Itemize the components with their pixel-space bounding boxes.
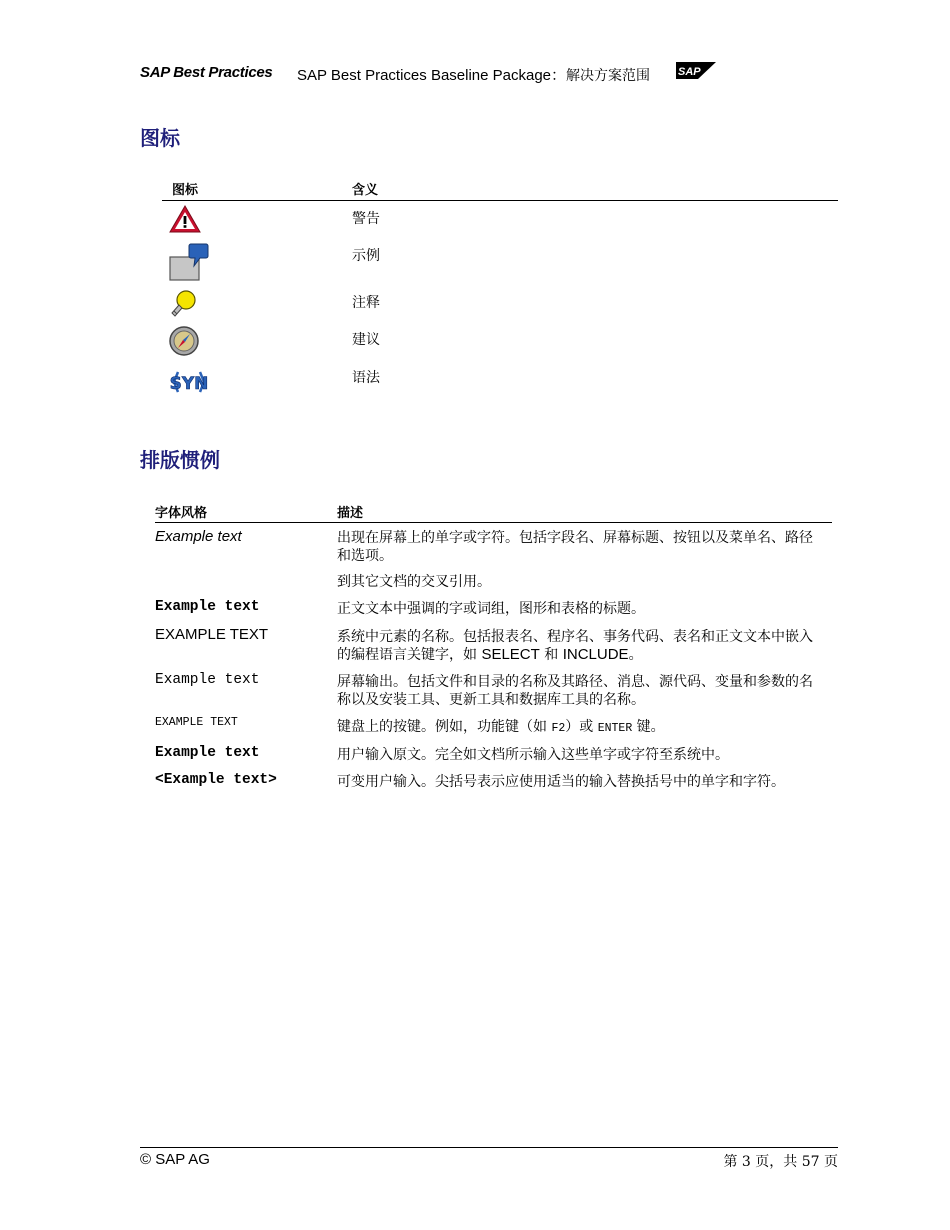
icon-column-header: 图标	[172, 183, 199, 198]
description-system-elements: 系统中元素的名称。包括报表名、程序名、事务代码、表名和正文文本中嵌入的编程语言关键字，如 SELECT 和 INCLUDE。	[337, 629, 813, 663]
meaning-note: 注释	[352, 295, 380, 311]
footer-copyright: © SAP AG	[140, 1151, 210, 1168]
svg-text:SYN: SYN	[169, 374, 209, 394]
svg-text:SAP: SAP	[678, 66, 701, 78]
syntax-icon	[168, 366, 210, 398]
header-title: SAP Best Practices Baseline Package：解决方案范围	[297, 67, 651, 84]
icons-heading: 图标	[140, 126, 180, 150]
meaning-syntax: 语法	[352, 370, 380, 386]
table-rule	[155, 522, 832, 523]
style-column-header: 字体风格	[155, 506, 208, 521]
description-screen-output: 屏幕输出。包括文件和目录的名称及其路径、消息、源代码、变量和参数的名称以及安装工具、更新工具和数据库工具的名称。	[337, 674, 813, 708]
example-icon	[168, 242, 210, 282]
table-rule	[162, 200, 838, 201]
page-header	[140, 58, 840, 88]
footer-rule	[140, 1147, 838, 1148]
header-brand: SAP Best Practices	[140, 64, 273, 81]
description-screen-words: 出现在屏幕上的单字或字符。包括字段名、屏幕标题、按钮以及菜单名、路径和选项。	[337, 530, 813, 564]
style-user-input: Example text	[155, 745, 260, 761]
meaning-recommendation: 建议	[352, 332, 380, 348]
footer-page-number: 第 3 页，共 57 页	[723, 1154, 838, 1170]
description-keys: 键盘上的按键。例如，功能键（如 F2）或 ENTER 键。	[337, 719, 665, 735]
conventions-heading: 排版惯例	[140, 448, 220, 472]
description-variable-input: 可变用户输入。尖括号表示应使用适当的输入替换括号中的单字和字符。	[337, 774, 785, 790]
meaning-example: 示例	[352, 248, 380, 264]
description-emphasis: 正文文本中强调的字或词组，图形和表格的标题。	[337, 601, 645, 617]
description-column-header: 描述	[337, 506, 364, 521]
lightbulb-icon	[168, 289, 200, 319]
description-user-input: 用户输入原文。完全如文档所示输入这些单字或字符至系统中。	[337, 747, 729, 763]
sap-logo	[676, 60, 718, 80]
style-uppercase: EXAMPLE TEXT	[155, 626, 269, 643]
meaning-column-header: 含义	[352, 183, 379, 198]
style-bold: Example text	[155, 599, 260, 615]
style-monospace: Example text	[155, 672, 260, 688]
style-variable-input: <Example text>	[155, 772, 277, 788]
style-small-caps: EXAMPLE TEXT	[155, 716, 238, 729]
meaning-warning: 警告	[352, 211, 380, 227]
description-cross-reference: 到其它文档的交叉引用。	[337, 574, 491, 590]
warning-icon	[169, 204, 201, 234]
compass-icon	[168, 325, 200, 357]
style-italic: Example text	[155, 528, 242, 545]
